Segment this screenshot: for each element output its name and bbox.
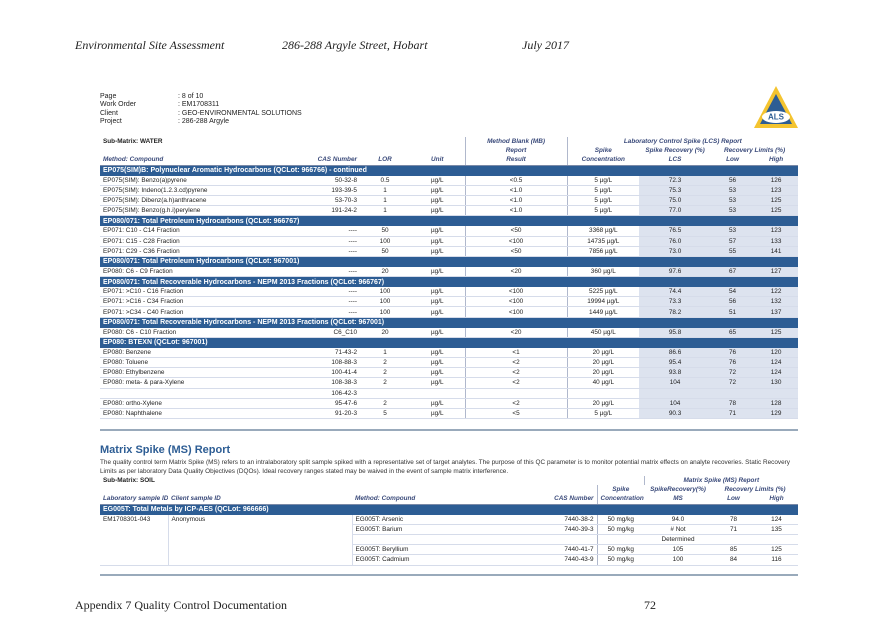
table-cell: 2 xyxy=(360,378,410,388)
table-cell: EP080: ortho-Xylene xyxy=(100,398,295,408)
table-row xyxy=(100,206,798,216)
col-ms-compound: Method: Compound xyxy=(352,494,542,504)
section-header: EP080/071: Total Recoverable Hydrocarbons - NEPM 2013 Fractions (QCLot: 967001) xyxy=(100,317,798,328)
table-cell: µg/L xyxy=(410,287,465,297)
table-cell: 125 xyxy=(755,545,798,555)
col-ms-low: Low xyxy=(712,494,755,504)
table-cell: µg/L xyxy=(410,368,465,378)
table-row xyxy=(100,176,798,186)
table-cell: 20 µg/L xyxy=(567,358,639,368)
table-cell: 53 xyxy=(711,206,754,216)
table-cell: Determined xyxy=(644,534,712,544)
col-ms: MS xyxy=(644,494,712,504)
section-header: EP080/071: Total Petroleum Hydrocarbons (QCLot: 966767) xyxy=(100,216,798,227)
table-cell xyxy=(755,534,798,544)
meta-row xyxy=(100,110,302,118)
table-cell: 55 xyxy=(711,246,754,256)
table-cell xyxy=(352,534,542,544)
table-cell: µg/L xyxy=(410,195,465,205)
table-cell: 76.0 xyxy=(639,236,711,246)
table-cell xyxy=(360,388,410,398)
ms-submatrix-value: SOIL xyxy=(139,477,155,485)
table-cell: 127 xyxy=(754,267,798,277)
meta-key: Work Order xyxy=(100,101,137,109)
table-cell: 71 xyxy=(711,408,754,418)
table-cell xyxy=(712,534,755,544)
table-cell: ---- xyxy=(295,236,360,246)
ms-recovery-limits-header: Recovery Limits (%) xyxy=(712,485,798,494)
table-cell: µg/L xyxy=(410,408,465,418)
col-low: Low xyxy=(711,155,754,165)
table-cell: µg/L xyxy=(410,378,465,388)
table-cell: 0.5 xyxy=(360,176,410,186)
table-cell: 120 xyxy=(754,348,798,358)
header-center: 286-288 Argyle Street, Hobart xyxy=(282,38,428,52)
table-cell: 77.0 xyxy=(639,206,711,216)
table-cell: 2 xyxy=(360,398,410,408)
table-cell: 130 xyxy=(754,378,798,388)
ms-section-header: EG005T: Total Metals by ICP-AES (QCLot: 966666) xyxy=(100,504,798,515)
table-cell: 54 xyxy=(711,287,754,297)
table-cell: 137 xyxy=(754,307,798,317)
table-cell: ---- xyxy=(295,307,360,317)
table-cell: <50 xyxy=(465,246,567,256)
table-cell: 7440-38-2 xyxy=(542,515,597,525)
table-cell: 50 mg/kg xyxy=(597,524,644,534)
table-cell: <0.5 xyxy=(465,176,567,186)
table-cell: 56 xyxy=(711,176,754,186)
table-cell: µg/L xyxy=(410,358,465,368)
table-row xyxy=(100,226,798,236)
table-cell: 126 xyxy=(754,176,798,186)
table-cell: <2 xyxy=(465,378,567,388)
table-cell: 72.3 xyxy=(639,176,711,186)
table-row xyxy=(100,246,798,256)
table-cell: 78.2 xyxy=(639,307,711,317)
table-cell: 72 xyxy=(711,378,754,388)
table-cell: 85 xyxy=(712,545,755,555)
meta-value: : GEO-ENVIRONMENTAL SOLUTIONS xyxy=(178,109,302,117)
table-cell: 125 xyxy=(754,195,798,205)
table-cell: 20 µg/L xyxy=(567,368,639,378)
table-cell: 53-70-3 xyxy=(295,195,360,205)
table-cell: ---- xyxy=(295,267,360,277)
table-cell: <1.0 xyxy=(465,185,567,195)
meta-key: Project xyxy=(100,117,122,125)
table-cell: 125 xyxy=(754,206,798,216)
table-cell: 106-42-3 xyxy=(295,388,360,398)
table-cell: 100 xyxy=(360,287,410,297)
table-cell: 75.3 xyxy=(639,185,711,195)
table-cell: 100 xyxy=(360,307,410,317)
table-cell: 86.6 xyxy=(639,348,711,358)
ms-submatrix-label: Sub-Matrix: xyxy=(103,477,139,485)
meta-value: : EM1708311 xyxy=(178,101,220,109)
table-cell: 76 xyxy=(711,348,754,358)
footer-page-number: 72 xyxy=(644,598,656,612)
table-cell: <100 xyxy=(465,287,567,297)
table-cell: 90.3 xyxy=(639,408,711,418)
table-cell: 104 xyxy=(639,378,711,388)
meta-value: : 8 of 10 xyxy=(178,93,204,100)
mb-group-header: Method Blank (MB) xyxy=(465,137,567,146)
table-cell: 71-43-2 xyxy=(295,348,360,358)
col-lcs: LCS xyxy=(639,155,711,165)
table-cell: 141 xyxy=(754,246,798,256)
table-cell: ---- xyxy=(295,226,360,236)
submatrix-label: Sub-Matrix: xyxy=(103,138,139,146)
table-cell: 94.0 xyxy=(644,515,712,525)
table-cell: 100 xyxy=(360,236,410,246)
table-cell: <5 xyxy=(465,408,567,418)
table-cell xyxy=(410,388,465,398)
table-row xyxy=(100,368,798,378)
table-cell: 124 xyxy=(754,368,798,378)
col-result: Result xyxy=(465,155,567,165)
table-cell: 5 µg/L xyxy=(567,408,639,418)
table-cell: 95.4 xyxy=(639,358,711,368)
table-cell: 53 xyxy=(711,226,754,236)
table-cell: 5 xyxy=(360,408,410,418)
table-cell xyxy=(639,388,711,398)
section-header: EP080/071: Total Petroleum Hydrocarbons (QCLot: 967001) xyxy=(100,256,798,267)
table-cell: 100-41-4 xyxy=(295,368,360,378)
table-cell: 132 xyxy=(754,297,798,307)
table-cell: 128 xyxy=(754,398,798,408)
table-cell: 20 µg/L xyxy=(567,348,639,358)
table-cell: µg/L xyxy=(410,176,465,186)
table-cell: 57 xyxy=(711,236,754,246)
table-cell: 124 xyxy=(755,515,798,525)
table-cell: µg/L xyxy=(410,236,465,246)
table-cell: µg/L xyxy=(410,398,465,408)
table-cell xyxy=(711,388,754,398)
table-cell: 19994 µg/L xyxy=(567,297,639,307)
table-cell: 71 xyxy=(712,524,755,534)
table-cell: 7440-43-9 xyxy=(542,555,597,565)
table-cell: µg/L xyxy=(410,328,465,338)
table-cell: EG005T: Arsenic xyxy=(352,515,542,525)
table-cell: 72 xyxy=(711,368,754,378)
ms-report-title: Matrix Spike (MS) Report xyxy=(100,444,231,456)
table-cell: 73.3 xyxy=(639,297,711,307)
spike-recovery-header: Spike Recovery (%) xyxy=(639,146,711,155)
table-cell: 1 xyxy=(360,348,410,358)
table-cell: 5 µg/L xyxy=(567,185,639,195)
table-cell: 7440-41-7 xyxy=(542,545,597,555)
meta-row xyxy=(100,101,302,109)
table-cell: 74.4 xyxy=(639,287,711,297)
table-cell: <100 xyxy=(465,307,567,317)
table-cell: <2 xyxy=(465,368,567,378)
table-cell: ---- xyxy=(295,246,360,256)
table-cell: EP071: C15 - C28 Fraction xyxy=(100,236,295,246)
table-cell: 73.0 xyxy=(639,246,711,256)
table-cell: EP071: >C34 - C40 Fraction xyxy=(100,307,295,317)
table-cell: ---- xyxy=(295,297,360,307)
table-row xyxy=(100,408,798,418)
table-cell: 100 xyxy=(360,297,410,307)
table-cell: 20 xyxy=(360,328,410,338)
meta-key: Page xyxy=(100,93,117,100)
table-cell xyxy=(542,534,597,544)
table-cell: 7856 µg/L xyxy=(567,246,639,256)
table-row xyxy=(100,398,798,408)
col-ms-cas: CAS Number xyxy=(542,494,597,504)
table-row xyxy=(100,378,798,388)
table-cell: 122 xyxy=(754,287,798,297)
table-cell: EP075(SIM): Benzo(a)pyrene xyxy=(100,176,295,186)
table-cell: EP075(SIM): Dibenz(a.h)anthracene xyxy=(100,195,295,205)
ms-table xyxy=(100,476,798,566)
table-cell: 129 xyxy=(754,408,798,418)
table-cell: <20 xyxy=(465,328,567,338)
report-meta xyxy=(100,93,302,126)
meta-row xyxy=(100,118,302,126)
table-cell xyxy=(100,388,295,398)
header-right: July 2017 xyxy=(522,38,569,52)
col-lab-sample-id: Laboratory sample ID xyxy=(100,494,168,504)
table-cell: 56 xyxy=(711,297,754,307)
col-ms-high: High xyxy=(755,494,798,504)
table-row xyxy=(100,236,798,246)
table-cell: EP071: >C16 - C34 Fraction xyxy=(100,297,295,307)
table-cell: 78 xyxy=(712,515,755,525)
table-cell: 5 µg/L xyxy=(567,206,639,216)
table-cell: EP071: >C10 - C16 Fraction xyxy=(100,287,295,297)
table-row xyxy=(100,515,798,525)
table-cell: 3368 µg/L xyxy=(567,226,639,236)
table-cell: EP080: C6 - C10 Fraction xyxy=(100,328,295,338)
table-cell: 51 xyxy=(711,307,754,317)
table-cell: EG005T: Cadmium xyxy=(352,555,542,565)
table-cell: 50 xyxy=(360,246,410,256)
col-cas: CAS Number xyxy=(295,155,360,165)
table-cell: EP080: Toluene xyxy=(100,358,295,368)
table-cell: 20 xyxy=(360,267,410,277)
col-lor: LOR xyxy=(360,155,410,165)
client-sample-id: Anonymous xyxy=(168,515,352,565)
table-row xyxy=(100,358,798,368)
table-cell: 133 xyxy=(754,236,798,246)
ms-spike-header: Spike xyxy=(597,485,644,494)
lcs-group-header: Laboratory Control Spike (LCS) Report xyxy=(567,137,798,146)
table-cell: 91-20-3 xyxy=(295,408,360,418)
table-cell: 193-39-5 xyxy=(295,185,360,195)
table-cell: 95-47-6 xyxy=(295,398,360,408)
table-cell: <2 xyxy=(465,398,567,408)
table-cell: 100 xyxy=(644,555,712,565)
lcs-table xyxy=(100,137,798,419)
ms-spike-recovery-header: SpikeRecovery(%) xyxy=(644,485,712,494)
table-cell: EP080: Naphthalene xyxy=(100,408,295,418)
table-cell: 108-38-3 xyxy=(295,378,360,388)
col-concentration: Concentration xyxy=(567,155,639,165)
col-compound: Method: Compound xyxy=(100,155,295,165)
table-cell xyxy=(567,388,639,398)
table-cell: µg/L xyxy=(410,307,465,317)
table-cell xyxy=(754,388,798,398)
mb-report-header: Report xyxy=(465,146,567,155)
table-cell: 360 µg/L xyxy=(567,267,639,277)
table-cell: 2 xyxy=(360,368,410,378)
table-cell: EG005T: Barium xyxy=(352,524,542,534)
table-cell: 97.6 xyxy=(639,267,711,277)
section-header: EP080: BTEXN (QCLot: 967001) xyxy=(100,337,798,348)
table-cell: µg/L xyxy=(410,267,465,277)
header-left: Environmental Site Assessment xyxy=(75,38,225,52)
table-cell: 1 xyxy=(360,185,410,195)
table-row xyxy=(100,328,798,338)
table-cell: 78 xyxy=(711,398,754,408)
table-cell: 191-24-2 xyxy=(295,206,360,216)
meta-value: : 286-288 Argyle xyxy=(178,117,229,125)
table-cell: µg/L xyxy=(410,206,465,216)
col-client-sample-id: Client sample ID xyxy=(168,494,352,504)
lab-sample-id: EM1708301-043 xyxy=(100,515,168,565)
table-cell: 116 xyxy=(755,555,798,565)
table-cell: 53 xyxy=(711,185,754,195)
table-cell: 124 xyxy=(754,358,798,368)
table-row xyxy=(100,287,798,297)
table-cell: C6_C10 xyxy=(295,328,360,338)
table-cell: 84 xyxy=(712,555,755,565)
table-cell: µg/L xyxy=(410,226,465,236)
recovery-limits-header: Recovery Limits (%) xyxy=(711,146,798,155)
table-cell: <100 xyxy=(465,297,567,307)
table-cell: 93.8 xyxy=(639,368,711,378)
table-cell: EP071: C29 - C36 Fraction xyxy=(100,246,295,256)
table-cell: 450 µg/L xyxy=(567,328,639,338)
table-cell: µg/L xyxy=(410,185,465,195)
table-cell: 50 mg/kg xyxy=(597,555,644,565)
table-cell: 104 xyxy=(639,398,711,408)
table-cell: 50-32-8 xyxy=(295,176,360,186)
table-cell: <1.0 xyxy=(465,206,567,216)
col-high: High xyxy=(754,155,798,165)
table-cell: 5225 µg/L xyxy=(567,287,639,297)
table-cell: <20 xyxy=(465,267,567,277)
table-cell: <100 xyxy=(465,236,567,246)
table-row xyxy=(100,185,798,195)
table-cell: 2 xyxy=(360,358,410,368)
table-cell: EP080: C6 - C9 Fraction xyxy=(100,267,295,277)
table-cell: 50 xyxy=(360,226,410,236)
table-cell: 20 µg/L xyxy=(567,398,639,408)
table-cell: 135 xyxy=(755,524,798,534)
table-cell: <2 xyxy=(465,358,567,368)
table-row xyxy=(100,307,798,317)
table-cell: 50 mg/kg xyxy=(597,545,644,555)
table-cell: EG005T: Beryllium xyxy=(352,545,542,555)
table-cell: 108-88-3 xyxy=(295,358,360,368)
ms-table-bottom-rule xyxy=(100,574,798,576)
table-cell: EP075(SIM): Indeno(1.2.3.cd)pyrene xyxy=(100,185,295,195)
table-cell: EP075(SIM): Benzo(g.h.i)perylene xyxy=(100,206,295,216)
table-cell xyxy=(465,388,567,398)
table-row xyxy=(100,388,798,398)
table-cell: 76 xyxy=(711,358,754,368)
col-ms-concentration: Concentration xyxy=(597,494,644,504)
table-row xyxy=(100,348,798,358)
table-cell: 14735 µg/L xyxy=(567,236,639,246)
table-cell: 1449 µg/L xyxy=(567,307,639,317)
meta-key: Client xyxy=(100,109,118,117)
table-cell: 65 xyxy=(711,328,754,338)
table-cell: EP080: Benzene xyxy=(100,348,295,358)
table-cell: 76.5 xyxy=(639,226,711,236)
table-cell: 105 xyxy=(644,545,712,555)
table-cell: 123 xyxy=(754,226,798,236)
table-cell: <50 xyxy=(465,226,567,236)
footer-left: Appendix 7 Quality Control Documentation xyxy=(75,598,287,612)
table-cell: 5 µg/L xyxy=(567,176,639,186)
table-cell: 125 xyxy=(754,328,798,338)
table-cell: 1 xyxy=(360,195,410,205)
submatrix-value: WATER xyxy=(139,138,163,146)
table-cell: 40 µg/L xyxy=(567,378,639,388)
als-logo xyxy=(752,84,800,130)
ms-report-description: The quality control term Matrix Spike (MS) refers to an intralaboratory split sample spiked with a representative set of target analytes. The purpose of this QC parameter is to monitor potential matrix effects on analyte recoveries. Static Recovery Limits as per laboratory Data Quality Objectives (DQOs). Ideal recovery ranges stated may be waived in the event of sample matrix interference. xyxy=(100,459,790,475)
table-cell: EP080: Ethylbenzene xyxy=(100,368,295,378)
lcs-table-bottom-rule xyxy=(100,429,798,431)
table-cell: 1 xyxy=(360,206,410,216)
table-cell: ---- xyxy=(295,287,360,297)
table-cell: <1 xyxy=(465,348,567,358)
table-cell: 53 xyxy=(711,195,754,205)
table-cell: µg/L xyxy=(410,246,465,256)
table-cell: EP071: C10 - C14 Fraction xyxy=(100,226,295,236)
table-cell: 67 xyxy=(711,267,754,277)
table-cell: µg/L xyxy=(410,348,465,358)
section-header: EP075(SIM)B: Polynuclear Aromatic Hydrocarbons (QCLot: 966766) - continued xyxy=(100,165,798,176)
table-cell: 7440-39-3 xyxy=(542,524,597,534)
table-cell: EP080: meta- & para-Xylene xyxy=(100,378,295,388)
col-unit: Unit xyxy=(410,155,465,165)
logo-text: ALS xyxy=(768,112,784,122)
table-cell xyxy=(597,534,644,544)
meta-row xyxy=(100,93,302,101)
table-cell: 75.0 xyxy=(639,195,711,205)
table-cell: 123 xyxy=(754,185,798,195)
table-cell: 50 mg/kg xyxy=(597,515,644,525)
table-cell: 95.8 xyxy=(639,328,711,338)
table-cell: µg/L xyxy=(410,297,465,307)
table-row xyxy=(100,195,798,205)
table-row xyxy=(100,267,798,277)
table-cell: # Not xyxy=(644,524,712,534)
table-row xyxy=(100,297,798,307)
ms-group-header: Matrix Spike (MS) Report xyxy=(644,476,798,485)
table-cell: <1.0 xyxy=(465,195,567,205)
spike-header: Spike xyxy=(567,146,639,155)
table-cell: 5 µg/L xyxy=(567,195,639,205)
section-header: EP080/071: Total Recoverable Hydrocarbons - NEPM 2013 Fractions (QCLot: 966767) xyxy=(100,277,798,288)
